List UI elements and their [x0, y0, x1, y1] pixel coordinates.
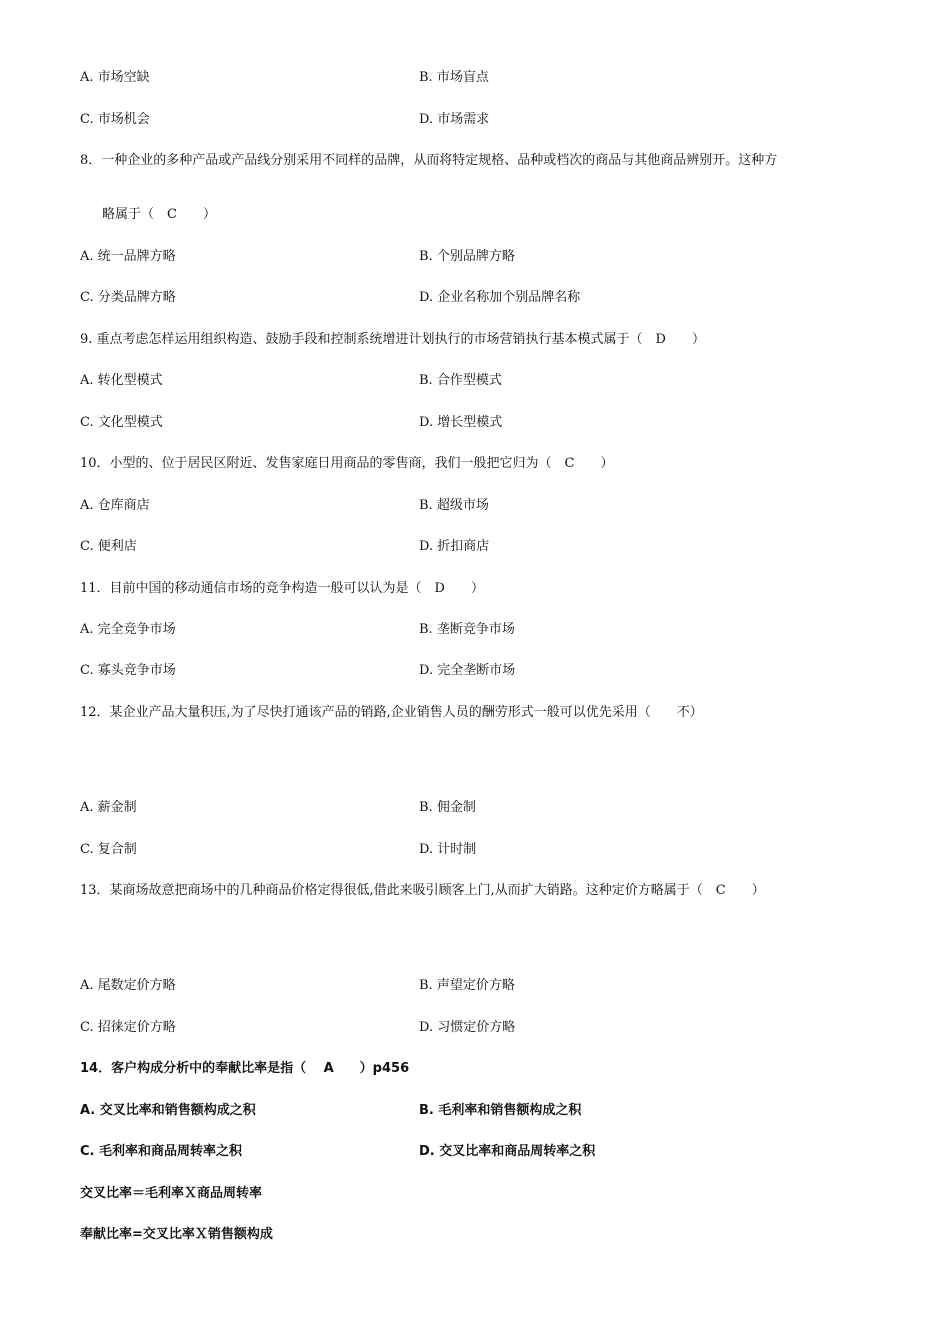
q12-option-b: B. 佣金制 — [419, 800, 476, 815]
q14-note-cross-ratio: 交叉比率＝毛利率Ｘ商品周转率 — [80, 1186, 263, 1201]
q10-option-a: A. 仓库商店 — [80, 498, 150, 513]
q12-option-a: A. 薪金制 — [80, 800, 137, 815]
q12-option-c: C. 复合制 — [80, 842, 137, 857]
q8-option-c: C. 分类品牌方略 — [80, 290, 176, 305]
q9-option-d: D. 增长型模式 — [419, 415, 503, 430]
q11-option-c: C. 寡头竞争市场 — [80, 663, 176, 678]
q11-option-b: B. 垄断竞争市场 — [419, 622, 515, 637]
q12-option-d: D. 计时制 — [419, 842, 477, 857]
q8-stem: 8．一种企业的多种产品或产品线分别采用不同样的品牌，从而将特定规格、品种或档次的商品与其他商品辨别开。这种方 — [80, 153, 778, 168]
q13-stem: 13．某商场故意把商场中的几种商品价格定得很低,借此来吸引顾客上门,从而扩大销路。这种定价方略属于（ C ） — [80, 883, 765, 898]
q13-option-d: D. 习惯定价方略 — [419, 1020, 516, 1035]
q14-option-b: B. 毛利率和销售额构成之积 — [419, 1103, 582, 1118]
q9-option-c: C. 文化型模式 — [80, 415, 163, 430]
q10-stem: 10．小型的、位于居民区附近、发售家庭日用商品的零售商，我们一般把它归为（ C ） — [80, 456, 614, 471]
q11-option-a: A. 完全竞争市场 — [80, 622, 176, 637]
q12-stem: 12．某企业产品大量积压,为了尽快打通该产品的销路,企业销售人员的酬劳形式一般可以优先采用（ 不） — [80, 705, 703, 720]
q9-option-a: A. 转化型模式 — [80, 373, 163, 388]
q14-option-d: D. 交叉比率和商品周转率之积 — [419, 1144, 596, 1159]
q14-stem: 14．客户构成分析中的奉献比率是指（ A ）p456 — [80, 1061, 410, 1076]
q13-option-b: B. 声望定价方略 — [419, 978, 515, 993]
q11-stem: 11．目前中国的移动通信市场的竞争构造一般可以认为是（ D ） — [80, 581, 484, 596]
q7-option-a: A. 市场空缺 — [80, 70, 150, 85]
q14-note-contribution-ratio: 奉献比率=交叉比率Ｘ销售额构成 — [80, 1227, 273, 1242]
q9-stem: 9. 重点考虑怎样运用组织构造、鼓励手段和控制系统增进计划执行的市场营销执行基本模式属于（ D ） — [80, 332, 705, 347]
q10-option-c: C. 便利店 — [80, 539, 137, 554]
q7-option-b: B. 市场盲点 — [419, 70, 489, 85]
q8-option-b: B. 个别品牌方略 — [419, 249, 515, 264]
q9-option-b: B. 合作型模式 — [419, 373, 502, 388]
q10-option-b: B. 超级市场 — [419, 498, 489, 513]
q7-option-d: D. 市场需求 — [419, 112, 490, 127]
q14-option-c: C. 毛利率和商品周转率之积 — [80, 1144, 243, 1159]
q13-option-a: A. 尾数定价方略 — [80, 978, 176, 993]
q11-option-d: D. 完全垄断市场 — [419, 663, 516, 678]
q13-option-c: C. 招徕定价方略 — [80, 1020, 176, 1035]
q8-option-d: D. 企业名称加个别品牌名称 — [419, 290, 581, 305]
q10-option-d: D. 折扣商店 — [419, 539, 490, 554]
q7-option-c: C. 市场机会 — [80, 112, 150, 127]
q8-option-a: A. 统一品牌方略 — [80, 249, 176, 264]
q8-stem-continued: 略属于（ C ） — [102, 207, 216, 222]
q14-option-a: A. 交叉比率和销售额构成之积 — [80, 1103, 256, 1118]
